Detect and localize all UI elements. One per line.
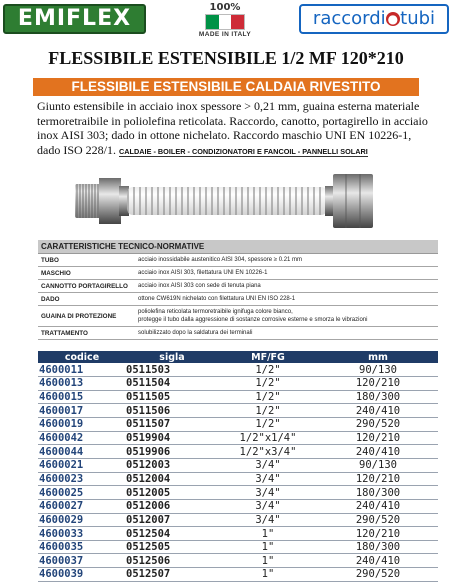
sigla-cell: 0511504 — [126, 377, 218, 391]
tech-value: acciaio inossidabile austenitico AISI 304, spessore ≥ 0.21 mm — [138, 257, 303, 263]
sigla-cell: 0512004 — [126, 472, 218, 486]
product-description — [37, 99, 437, 159]
female-nut-fitting — [325, 174, 373, 228]
sigla-cell: 0512504 — [126, 527, 218, 541]
table-body — [38, 363, 438, 581]
mm-cell: 290/520 — [318, 513, 438, 527]
flag-stripe-green — [206, 15, 219, 29]
table-row — [38, 431, 438, 445]
tech-row — [38, 293, 438, 306]
applications-text: CALDAIE - BOILER - CONDIZIONATORI E FANCOIL - PANNELLI SOLARI — [119, 146, 368, 156]
flag-stripe-red — [231, 15, 244, 29]
mf-fg-cell: 3/4" — [218, 513, 318, 527]
product-codes-table — [38, 351, 438, 582]
code-cell: 4600039 — [38, 568, 126, 582]
code-cell: 4600019 — [38, 418, 126, 432]
hose-sleeve — [127, 187, 327, 215]
mm-cell: 90/130 — [318, 363, 438, 377]
tech-value: acciaio inox AISI 303, filettatura UNI EN 10226-1 — [138, 270, 268, 276]
table-row — [38, 540, 438, 554]
link-dot-icon: ● — [387, 12, 399, 26]
mf-fg-cell: 3/4" — [218, 472, 318, 486]
table-row — [38, 568, 438, 582]
mf-fg-cell: 1/2"x1/4" — [218, 431, 318, 445]
mf-fg-cell: 3/4" — [218, 499, 318, 513]
sigla-cell: 0512505 — [126, 540, 218, 554]
mf-fg-cell: 1/2" — [218, 377, 318, 391]
code-cell: 4600035 — [38, 540, 126, 554]
code-cell: 4600025 — [38, 486, 126, 500]
sigla-cell: 0519906 — [126, 445, 218, 459]
made-in-italy-text: MADE IN ITALY — [198, 31, 252, 38]
code-cell: 4600044 — [38, 445, 126, 459]
code-cell: 4600023 — [38, 472, 126, 486]
tech-label: MASCHIO — [41, 269, 71, 277]
table-row — [38, 445, 438, 459]
mf-fg-cell: 1" — [218, 554, 318, 568]
table-row — [38, 377, 438, 391]
code-cell: 4600017 — [38, 404, 126, 418]
mm-cell: 240/410 — [318, 554, 438, 568]
mf-fg-cell: 1/2" — [218, 404, 318, 418]
sigla-cell: 0511506 — [126, 404, 218, 418]
table-row — [38, 458, 438, 472]
sigla-cell: 0512005 — [126, 486, 218, 500]
mf-fg-cell: 1/2" — [218, 418, 318, 432]
product-title: FLESSIBILE ESTENSIBILE 1/2 MF 120*210 — [48, 48, 404, 68]
code-cell: 4600042 — [38, 431, 126, 445]
made-in-percent: 100% — [209, 2, 241, 13]
sigla-cell: 0512507 — [126, 568, 218, 582]
code-cell: 4600011 — [38, 363, 126, 377]
tech-row — [38, 267, 438, 280]
mm-cell: 180/300 — [318, 390, 438, 404]
code-cell: 4600021 — [38, 458, 126, 472]
code-cell: 4600027 — [38, 499, 126, 513]
tech-label: DADO — [41, 295, 60, 303]
sigla-cell: 0511505 — [126, 390, 218, 404]
mm-cell: 90/130 — [318, 458, 438, 472]
italian-flag-icon — [205, 14, 245, 30]
table-row — [38, 486, 438, 500]
sigla-cell: 0512007 — [126, 513, 218, 527]
col-header-mm: mm — [318, 351, 438, 363]
table-row — [38, 363, 438, 377]
table-row — [38, 499, 438, 513]
mm-cell: 180/300 — [318, 486, 438, 500]
table-row — [38, 554, 438, 568]
sigla-cell: 0512006 — [126, 499, 218, 513]
mm-cell: 240/410 — [318, 499, 438, 513]
mf-fg-cell: 1" — [218, 527, 318, 541]
table-row — [38, 390, 438, 404]
mf-fg-cell: 3/4" — [218, 486, 318, 500]
flexible-hose-image — [75, 168, 385, 234]
mm-cell: 240/410 — [318, 404, 438, 418]
tech-label: TRATTAMENTO — [41, 329, 88, 337]
tech-heading: CARATTERISTICHE TECNICO-NORMATIVE — [38, 240, 438, 254]
tech-label: CANNOTTO PORTAGIRELLO — [41, 282, 128, 290]
tech-value: acciaio inox AISI 303 con sede di tenuta piana — [138, 283, 261, 289]
mm-cell: 120/210 — [318, 377, 438, 391]
tech-label: TUBO — [41, 256, 59, 264]
tech-value: poliolefina reticolata termoretraibile ignifuga colore bianco, proteggе il tubo dalla aggressione di sostanze corrosive esterne e smorza le vibrazioni — [138, 309, 368, 323]
table-row — [38, 513, 438, 527]
mf-fg-cell: 3/4" — [218, 458, 318, 472]
mm-cell: 180/300 — [318, 540, 438, 554]
made-in-italy-badge — [188, 2, 262, 42]
tech-value: solubilizzato dopo la saldatura dei terminali — [138, 330, 253, 336]
tubi-text: tubi — [400, 8, 436, 29]
code-cell: 4600013 — [38, 377, 126, 391]
emiflex-logo: EMIFLEX — [3, 4, 146, 34]
header-logos — [0, 0, 452, 44]
code-cell: 4600029 — [38, 513, 126, 527]
sigla-cell: 0512003 — [126, 458, 218, 472]
code-cell: 4600015 — [38, 390, 126, 404]
tech-row — [38, 254, 438, 267]
mm-cell: 290/520 — [318, 568, 438, 582]
mm-cell: 120/210 — [318, 527, 438, 541]
code-cell: 4600033 — [38, 527, 126, 541]
code-cell: 4600037 — [38, 554, 126, 568]
mm-cell: 120/210 — [318, 472, 438, 486]
flag-stripe-white — [219, 15, 232, 29]
col-header-codice: codice — [38, 351, 126, 363]
tech-row — [38, 280, 438, 293]
sigla-cell: 0519904 — [126, 431, 218, 445]
tech-row — [38, 327, 438, 340]
table-header-row — [38, 351, 438, 363]
raccordi-text: raccordi — [312, 8, 386, 29]
col-header-sigla: sigla — [126, 351, 218, 363]
table-row — [38, 472, 438, 486]
mf-fg-cell: 1/2" — [218, 363, 318, 377]
raccordi-tubi-logo — [299, 4, 449, 34]
description-text: Giunto estensibile in acciaio inox spessore > 0,21 mm, guaina esterna materiale termoretraibile in poliolefina reticolata. Raccordo, canotto, portagirello in acciaio inox AISI 303; dado in ottone nichelato. Raccordo maschio UNI EN 10226-1, dado ISO 228/1. — [37, 99, 428, 157]
table-row — [38, 527, 438, 541]
mf-fg-cell: 1" — [218, 540, 318, 554]
tech-value: ottone CW619N nichelato con filettatura UNI EN ISO 228-1 — [138, 296, 296, 302]
male-thread-fitting — [75, 178, 129, 224]
table-row — [38, 418, 438, 432]
product-subtitle: FLESSIBILE ESTENSIBILE CALDAIA RIVESTITO — [33, 78, 419, 96]
mm-cell: 290/520 — [318, 418, 438, 432]
sigla-cell: 0511507 — [126, 418, 218, 432]
tech-row — [38, 306, 438, 327]
sigla-cell: 0511503 — [126, 363, 218, 377]
table-row — [38, 404, 438, 418]
tech-label: GUAINA DI PROTEZIONE — [41, 312, 117, 320]
sigla-cell: 0512506 — [126, 554, 218, 568]
mm-cell: 120/210 — [318, 431, 438, 445]
col-header-mf-fg: MF/FG — [218, 351, 318, 363]
mf-fg-cell: 1" — [218, 568, 318, 582]
mf-fg-cell: 1/2" — [218, 390, 318, 404]
mf-fg-cell: 1/2"x3/4" — [218, 445, 318, 459]
mm-cell: 240/410 — [318, 445, 438, 459]
technical-specs — [38, 240, 438, 340]
